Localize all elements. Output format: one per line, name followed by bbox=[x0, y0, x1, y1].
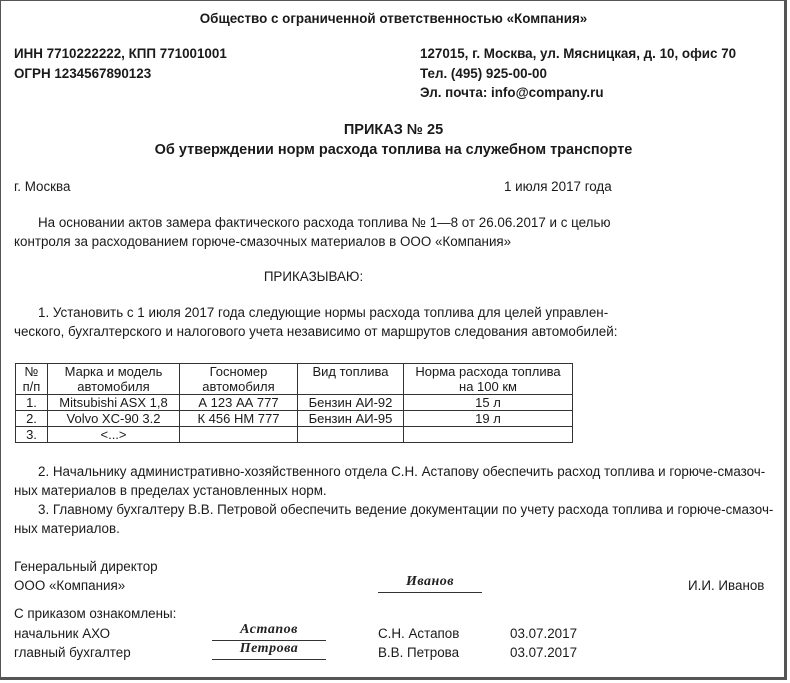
director-signature-line bbox=[378, 592, 482, 593]
table-cell: 19 л bbox=[404, 411, 573, 427]
item-2-line-2: ных материалов в пределах установленных норм. bbox=[14, 483, 327, 498]
table-cell: Бензин АИ-92 bbox=[298, 395, 404, 411]
fuel-norm-table bbox=[15, 363, 573, 443]
table-cell: Mitsubishi ASX 1,8 bbox=[48, 395, 180, 411]
table-cell bbox=[180, 427, 298, 443]
table-cell: 2. bbox=[16, 411, 48, 427]
item-2-line-1: 2. Начальнику административно-хозяйственного отдела С.Н. Астапову обеспечить расход топлива и горюче-смазоч- bbox=[38, 464, 766, 479]
address: 127015, г. Москва, ул. Мясницкая, д. 10, офис 70 bbox=[420, 46, 737, 61]
phone: Тел. (495) 925-00-00 bbox=[420, 66, 547, 81]
item-3-line-1: 3. Главному бухгалтеру В.В. Петровой обеспечить ведение документации по учету расхода топлива и горюче-смазоч- bbox=[38, 502, 774, 517]
table-cell: 3. bbox=[16, 427, 48, 443]
table-cell: К 456 НМ 777 bbox=[180, 411, 298, 427]
ack-position: начальник АХО bbox=[14, 626, 111, 641]
table-cell: Volvo XC-90 3.2 bbox=[48, 411, 180, 427]
table-cell: 15 л bbox=[404, 395, 573, 411]
organization-name: Общество с ограниченной ответственностью «Компания» bbox=[199, 11, 588, 26]
email: Эл. почта: info@company.ru bbox=[420, 85, 604, 100]
table-header-cell: Марка и модель автомобиля bbox=[48, 364, 180, 395]
order-date: 1 июля 2017 года bbox=[504, 179, 612, 194]
table-cell: Бензин АИ-95 bbox=[298, 411, 404, 427]
director-signature: Иванов bbox=[405, 574, 455, 589]
intro-line-1: На основании актов замера фактического расхода топлива № 1—8 от 26.06.2017 и с целью bbox=[38, 215, 611, 230]
ack-date: 03.07.2017 bbox=[510, 645, 578, 660]
director-company: ООО «Компания» bbox=[14, 578, 126, 593]
table-cell: 1. bbox=[16, 395, 48, 411]
inn-kpp: ИНН 7710222222, КПП 771001001 bbox=[14, 46, 227, 61]
intro-line-2: контроля за расходованием горюче-смазочных материалов в ООО «Компания» bbox=[14, 234, 512, 249]
ack-position: главный бухгалтер bbox=[14, 645, 131, 660]
item-3-line-2: ных материалов. bbox=[14, 521, 120, 536]
table-header-cell: Вид топлива bbox=[298, 364, 404, 395]
ack-signature-line bbox=[212, 659, 326, 660]
ack-name: В.В. Петрова bbox=[378, 645, 460, 660]
decree-word: ПРИКАЗЫВАЮ: bbox=[263, 269, 364, 284]
item-1-line-1: 1. Установить с 1 июля 2017 года следующие нормы расхода топлива для целей управлен- bbox=[38, 305, 609, 320]
item-1-line-2: ческого, бухгалтерского и налогового учета независимо от маршрутов следования автомобилей: bbox=[14, 324, 618, 339]
ogrn: ОГРН 1234567890123 bbox=[14, 66, 152, 81]
table-cell bbox=[298, 427, 404, 443]
director-position: Генеральный директор bbox=[14, 559, 158, 574]
table-header-cell: Госномер автомобиля bbox=[180, 364, 298, 395]
table-row bbox=[16, 427, 573, 443]
table-header-cell: № п/п bbox=[16, 364, 48, 395]
ack-name: С.Н. Астапов bbox=[378, 626, 460, 641]
table-cell: А 123 АА 777 bbox=[180, 395, 298, 411]
table-cell bbox=[404, 427, 573, 443]
table-row bbox=[16, 395, 573, 411]
acknowledgement-heading: С приказом ознакомлены: bbox=[14, 606, 177, 621]
ack-signature: Петрова bbox=[239, 641, 299, 656]
director-name: И.И. Иванов bbox=[688, 578, 765, 593]
order-subject: Об утверждении норм расхода топлива на служебном транспорте bbox=[154, 142, 633, 158]
table-header-cell: Норма расхода топлива на 100 км bbox=[404, 364, 573, 395]
ack-signature: Астапов bbox=[240, 622, 298, 637]
table-cell: <...> bbox=[48, 427, 180, 443]
order-city: г. Москва bbox=[14, 179, 71, 194]
table-header-row bbox=[16, 364, 573, 395]
order-number: ПРИКАЗ № 25 bbox=[343, 122, 444, 138]
table-row bbox=[16, 411, 573, 427]
ack-date: 03.07.2017 bbox=[510, 626, 578, 641]
